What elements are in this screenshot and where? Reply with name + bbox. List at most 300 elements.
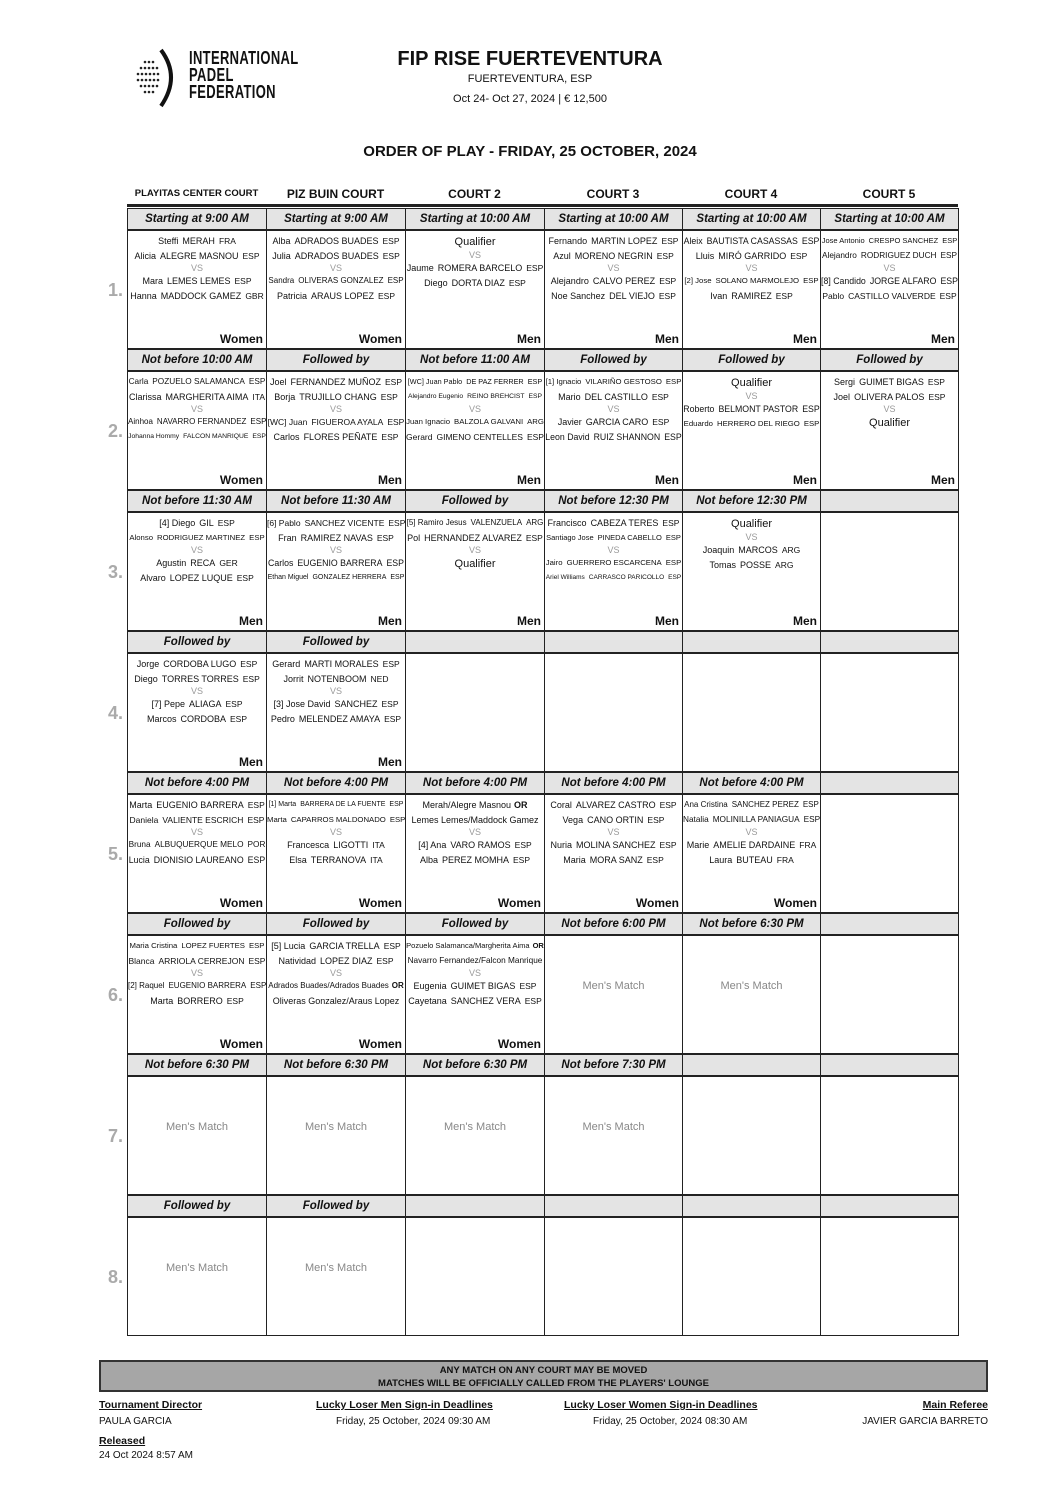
match-category: Men xyxy=(378,614,402,628)
match-cell[interactable] xyxy=(682,935,821,1054)
match-cell[interactable] xyxy=(266,653,406,772)
player-nationality: ESP xyxy=(528,392,543,400)
player-first-name: Julia xyxy=(272,250,291,261)
player-last-name: ALEGRE MASNOU xyxy=(159,250,239,261)
team-text: Adrados Buades/Adrados Buades xyxy=(268,981,389,990)
match-lines xyxy=(128,654,266,726)
team-text: Lemes Lemes/Maddock Gamez xyxy=(411,814,539,825)
player-line xyxy=(128,415,266,430)
player-first-name: Ariel Williams xyxy=(545,573,585,581)
player-line xyxy=(128,571,266,586)
player-nationality: ESP xyxy=(236,572,254,583)
team-text: Merah/Alegre Masnou xyxy=(422,800,512,810)
player-nationality: ESP xyxy=(652,417,670,427)
player-first-name: Carla xyxy=(128,377,149,386)
player-line xyxy=(128,274,266,289)
referee-label: Main Referee xyxy=(922,1399,988,1411)
player-line xyxy=(267,234,405,249)
match-category: Men xyxy=(655,614,679,628)
player-nationality: ESP xyxy=(389,801,404,808)
match-cell[interactable] xyxy=(405,653,545,772)
slot-time-header xyxy=(544,1195,683,1217)
player-line xyxy=(406,276,544,291)
logo-line: FEDERATION xyxy=(189,82,276,102)
player-first-name: Alonso xyxy=(129,532,154,542)
player-line xyxy=(545,375,682,390)
player-first-name: Gerard xyxy=(406,431,433,442)
player-line xyxy=(406,798,544,813)
header-divider xyxy=(127,204,958,207)
slot-time-header: Not before 10:00 AM xyxy=(127,349,267,371)
player-nationality: ITA xyxy=(370,854,383,865)
player-nationality: ESP xyxy=(248,377,266,386)
row-number: 3. xyxy=(107,562,123,582)
player-line xyxy=(545,415,682,430)
player-nationality: ESP xyxy=(658,290,676,301)
match-cell[interactable] xyxy=(266,230,406,349)
slot-time-header: Followed by xyxy=(682,349,821,371)
court-header-1: PLAYITAS CENTER COURT xyxy=(134,188,259,199)
match-lines xyxy=(267,795,405,867)
player-nationality: ITA xyxy=(252,391,265,402)
vs-label: VS xyxy=(745,391,758,401)
player-line xyxy=(267,415,405,430)
player-first-name: [2] Raquel xyxy=(128,981,165,990)
player-nationality: ESP xyxy=(661,236,679,246)
player-line xyxy=(821,234,958,249)
match-cell[interactable] xyxy=(682,794,821,913)
player-line xyxy=(406,261,544,276)
match-cell[interactable] xyxy=(405,1217,545,1336)
player-nationality: ESP xyxy=(803,418,820,428)
court-header-3: COURT 2 xyxy=(448,187,501,201)
player-nationality: ESP xyxy=(242,250,260,261)
player-last-name: GUIMET BIGAS xyxy=(859,377,924,387)
player-nationality: ESP xyxy=(250,417,266,426)
slot-time-header: Followed by xyxy=(127,1195,267,1217)
player-last-name: FALCON MANRIQUE xyxy=(183,432,249,440)
match-cell[interactable] xyxy=(820,371,959,490)
slot-time-header xyxy=(820,772,959,794)
player-line xyxy=(267,954,405,969)
player-first-name: Fernando xyxy=(548,236,588,246)
match-cell[interactable] xyxy=(820,653,959,772)
player-first-name: Jorge xyxy=(136,659,160,669)
match-lines xyxy=(683,795,820,867)
player-first-name: Ainhoa xyxy=(128,417,153,426)
court-header-2: PIZ BUIN COURT xyxy=(286,187,385,201)
match-cell[interactable] xyxy=(266,1217,406,1336)
player-first-name: Leon David xyxy=(545,431,590,442)
player-last-name: RAMIREZ xyxy=(731,290,772,301)
match-lines xyxy=(267,513,405,585)
director-label: Tournament Director xyxy=(99,1399,203,1411)
match-lines xyxy=(545,513,682,585)
player-last-name: CRESPO SANCHEZ xyxy=(868,236,939,245)
match-cell[interactable] xyxy=(544,935,683,1054)
player-line xyxy=(821,415,958,431)
player-first-name: Mara xyxy=(142,276,163,286)
match-cell[interactable] xyxy=(820,935,959,1054)
match-cell[interactable] xyxy=(266,794,406,913)
row-number: 6. xyxy=(107,985,123,1005)
match-cell[interactable] xyxy=(544,1076,683,1195)
player-last-name: MOLINILLA PANIAGUA xyxy=(712,814,800,824)
player-first-name: Natalia xyxy=(683,814,709,824)
match-lines xyxy=(128,231,266,303)
player-line xyxy=(267,531,405,546)
slot-time-header: Not before 12:30 PM xyxy=(544,490,683,512)
vs-label: VS xyxy=(607,827,620,837)
player-first-name: Agustin xyxy=(156,558,187,568)
match-cell[interactable] xyxy=(127,653,267,772)
match-cell[interactable] xyxy=(127,794,267,913)
match-cell[interactable] xyxy=(405,935,545,1054)
player-first-name: Bruna xyxy=(128,840,151,849)
court-header-5: COURT 4 xyxy=(724,187,778,201)
player-first-name: Diego xyxy=(134,673,158,684)
player-last-name: EUGENIO BARRERA xyxy=(156,800,244,810)
player-nationality: ESP xyxy=(513,854,531,865)
player-nationality: ESP xyxy=(247,800,265,810)
team-text: Qualifier xyxy=(869,417,910,429)
player-last-name: HERRERO DEL RIEGO xyxy=(716,418,800,428)
player-first-name: Eduardo xyxy=(683,418,713,428)
player-nationality: ESP xyxy=(801,236,820,246)
match-cell[interactable] xyxy=(682,1076,821,1195)
notice-line: ANY MATCH ON ANY COURT MAY BE MOVED xyxy=(439,1365,648,1376)
match-cell[interactable] xyxy=(405,230,545,349)
vs-label: VS xyxy=(745,827,758,837)
player-line xyxy=(406,375,544,390)
player-nationality: ESP xyxy=(942,236,958,245)
player-first-name: Borja xyxy=(274,391,296,402)
player-nationality: ESP xyxy=(376,532,394,543)
player-last-name: SANCHEZ VICENTE xyxy=(304,518,385,528)
team-text: Pozuelo Salamanca/Margherita Aima xyxy=(406,941,530,950)
match-cell[interactable] xyxy=(544,371,683,490)
match-cell[interactable] xyxy=(127,512,267,631)
player-first-name: Diego xyxy=(424,277,448,288)
match-cell[interactable] xyxy=(266,935,406,1054)
slot-time-header: Followed by xyxy=(266,1195,406,1217)
player-last-name: ARAUS LOPEZ xyxy=(310,290,375,301)
player-nationality: ESP xyxy=(790,250,808,261)
match-cell[interactable] xyxy=(266,1076,406,1195)
player-line xyxy=(267,516,405,531)
player-line xyxy=(128,798,266,813)
team-text: Qualifier xyxy=(454,558,496,570)
slot-time-header: Not before 4:00 PM xyxy=(405,772,545,794)
player-nationality: ARG xyxy=(781,545,801,555)
match-cell[interactable] xyxy=(682,1217,821,1336)
player-last-name: TRUJILLO CHANG xyxy=(299,391,377,402)
vs-label: VS xyxy=(190,686,203,696)
player-last-name: MIRÓ GARRIDO xyxy=(718,250,787,261)
player-last-name: NAVARRO FERNANDEZ xyxy=(156,417,247,426)
player-last-name: ALBUQUERQUE MELO xyxy=(154,840,244,849)
slot-time-header: Followed by xyxy=(544,349,683,371)
match-cell[interactable] xyxy=(544,653,683,772)
player-nationality: ARG xyxy=(775,559,794,570)
player-first-name: Vega xyxy=(562,814,584,825)
player-line xyxy=(267,994,405,1009)
player-first-name: [WC] Juan Pablo xyxy=(407,377,463,386)
match-cell[interactable] xyxy=(682,371,821,490)
vs-label: VS xyxy=(607,404,620,414)
player-last-name: CAPARROS MALDONADO xyxy=(290,814,386,824)
match-cell[interactable] xyxy=(405,512,545,631)
match-note: Men's Match xyxy=(720,980,783,992)
player-line xyxy=(545,430,682,445)
player-nationality: GER xyxy=(219,558,238,568)
player-line xyxy=(267,979,405,994)
match-cell[interactable] xyxy=(820,794,959,913)
player-nationality: ESP xyxy=(249,532,265,542)
player-line xyxy=(683,274,820,289)
player-first-name: Alicia xyxy=(134,250,156,261)
player-line xyxy=(683,249,820,264)
player-line xyxy=(128,516,266,531)
player-last-name: DEL CASTILLO xyxy=(584,391,648,402)
match-cell[interactable] xyxy=(127,371,267,490)
player-first-name: Johanna Hommy xyxy=(128,432,180,440)
player-first-name: [WC] Juan xyxy=(267,417,308,427)
row-number: 4. xyxy=(107,703,123,723)
match-lines xyxy=(267,231,405,303)
player-nationality: ESP xyxy=(242,673,260,684)
slot-time-header: Not before 4:00 PM xyxy=(127,772,267,794)
row-number: 8. xyxy=(107,1267,123,1287)
match-category: Men xyxy=(793,614,817,628)
player-first-name: Alejandro Eugenio xyxy=(407,392,464,400)
ll-women-label: Lucky Loser Women Sign-in Deadlines xyxy=(564,1399,758,1411)
player-last-name: ADRADOS BUADES xyxy=(294,250,379,261)
player-last-name: BARRERA DE LA FUENTE xyxy=(300,801,386,808)
match-cell[interactable] xyxy=(820,1076,959,1195)
slot-time-header xyxy=(405,631,545,653)
player-last-name: VARO RAMOS xyxy=(450,840,511,850)
player-last-name: POZUELO SALAMANCA xyxy=(152,377,245,386)
vs-label: VS xyxy=(468,827,481,837)
player-nationality: ESP xyxy=(659,840,677,850)
vs-label: VS xyxy=(468,968,481,978)
player-first-name: Roberto xyxy=(683,404,715,414)
match-cell[interactable] xyxy=(682,653,821,772)
player-first-name: Joel xyxy=(269,377,287,387)
slot-time-header xyxy=(820,490,959,512)
slot-time-header: Starting at 9:00 AM xyxy=(127,208,267,230)
or-label: OR xyxy=(532,941,544,950)
match-cell[interactable] xyxy=(544,230,683,349)
player-last-name: LOPEZ FUERTES xyxy=(181,941,245,950)
slot-time-header: Followed by xyxy=(820,349,959,371)
player-last-name: MARGHERITA AIMA xyxy=(165,391,249,402)
player-first-name: [1] Marta xyxy=(268,801,297,808)
match-cell[interactable] xyxy=(127,230,267,349)
player-line xyxy=(406,954,544,969)
match-cell[interactable] xyxy=(544,1217,683,1336)
vs-label: VS xyxy=(329,968,342,978)
player-last-name: DORTA DIAZ xyxy=(451,277,505,288)
match-note: Men's Match xyxy=(165,1121,228,1133)
player-line xyxy=(821,390,958,405)
player-nationality: ARG xyxy=(527,417,544,426)
match-cell[interactable] xyxy=(127,1217,267,1336)
match-lines xyxy=(821,231,958,303)
match-category: Men xyxy=(517,332,541,346)
player-last-name: MELENDEZ AMAYA xyxy=(298,713,381,724)
player-line xyxy=(545,289,682,304)
match-lines xyxy=(406,372,544,444)
slot-time-header: Not before 7:30 PM xyxy=(544,1054,683,1076)
player-line xyxy=(821,289,958,304)
player-line xyxy=(406,979,544,994)
vs-label: VS xyxy=(190,545,203,555)
player-line xyxy=(128,994,266,1009)
player-first-name: Pablo xyxy=(822,290,845,301)
match-cell[interactable] xyxy=(820,1217,959,1336)
vs-label: VS xyxy=(329,545,342,555)
player-line xyxy=(406,390,544,405)
player-nationality: ESP xyxy=(927,377,945,387)
row-number: 7. xyxy=(107,1126,123,1146)
match-category: Men xyxy=(517,614,541,628)
player-last-name: SANCHEZ PEREZ xyxy=(731,800,799,809)
match-lines xyxy=(821,372,958,431)
match-note: Men's Match xyxy=(443,1121,506,1133)
match-lines xyxy=(128,936,266,1008)
logo-line: PADEL xyxy=(189,65,234,85)
court-header-6: COURT 5 xyxy=(862,187,916,201)
player-nationality: ESP xyxy=(382,250,400,261)
player-nationality: ESP xyxy=(386,558,404,568)
player-first-name: Ethan Miguel xyxy=(267,573,309,581)
player-line xyxy=(545,556,682,571)
match-note: Men's Match xyxy=(582,1121,645,1133)
player-first-name: Patricia xyxy=(276,290,307,301)
player-first-name: Laura xyxy=(709,854,733,865)
player-first-name: Pedro xyxy=(270,713,295,724)
match-cell[interactable] xyxy=(405,794,545,913)
player-last-name: DIONISIO LAUREANO xyxy=(153,854,244,865)
player-nationality: FRA xyxy=(799,840,817,850)
player-line xyxy=(683,516,820,532)
player-nationality: ESP xyxy=(524,995,542,1006)
player-first-name: Fran xyxy=(278,532,297,543)
player-line xyxy=(406,994,544,1009)
player-line xyxy=(406,853,544,868)
player-last-name: SOLANO MARMOLEJO xyxy=(715,276,800,285)
player-last-name: LOPEZ DIAZ xyxy=(320,955,373,966)
slot-time-header xyxy=(544,631,683,653)
match-cell[interactable] xyxy=(127,935,267,1054)
player-nationality: ESP xyxy=(526,263,544,273)
player-last-name: MORA SANZ xyxy=(589,854,643,865)
player-line xyxy=(267,249,405,264)
slot-time-header: Starting at 10:00 AM xyxy=(405,208,545,230)
match-cell[interactable] xyxy=(544,512,683,631)
match-category: Men xyxy=(793,473,817,487)
player-last-name: AMELIE DARDAINE xyxy=(713,840,796,850)
match-category: Women xyxy=(358,332,402,346)
slot-time-header: Followed by xyxy=(266,913,406,935)
player-line xyxy=(545,249,682,264)
notice-line: MATCHES WILL BE OFFICIALLY CALLED FROM THE PLAYERS' LOUNGE xyxy=(378,1378,709,1389)
player-first-name: Javier xyxy=(557,417,582,427)
player-line xyxy=(406,430,544,445)
match-lines xyxy=(406,513,544,572)
slot-time-header: Followed by xyxy=(127,631,267,653)
player-first-name: Maria Cristina xyxy=(129,941,178,950)
player-last-name: LIGOTTI xyxy=(333,840,369,850)
match-lines xyxy=(267,654,405,726)
player-first-name: Francisco xyxy=(547,518,587,528)
player-first-name: Blanca xyxy=(128,955,155,966)
player-last-name: MADDOCK GAMEZ xyxy=(160,290,242,301)
match-cell[interactable] xyxy=(405,371,545,490)
player-nationality: ESP xyxy=(382,236,400,246)
slot-time-header: Not before 4:00 PM xyxy=(544,772,683,794)
player-last-name: GARCIA CARO xyxy=(585,417,649,427)
player-first-name: Marta xyxy=(267,814,287,824)
player-nationality: ESP xyxy=(230,713,248,724)
slot-time-header xyxy=(820,913,959,935)
match-cell[interactable] xyxy=(544,794,683,913)
match-cell[interactable] xyxy=(820,230,959,349)
match-cell[interactable] xyxy=(127,1076,267,1195)
player-last-name: GUIMET BIGAS xyxy=(450,981,516,991)
vs-label: VS xyxy=(468,404,481,414)
slot-time-header: Starting at 10:00 AM xyxy=(820,208,959,230)
match-note: Men's Match xyxy=(165,1262,228,1274)
player-last-name: ADRADOS BUADES xyxy=(294,236,379,246)
player-first-name: Gerard xyxy=(272,659,301,669)
player-nationality: ESP xyxy=(664,431,682,442)
player-nationality: ESP xyxy=(252,432,266,440)
match-cell[interactable] xyxy=(266,512,406,631)
match-cell[interactable] xyxy=(682,512,821,631)
player-line xyxy=(683,375,820,391)
match-category: Women xyxy=(773,896,817,910)
player-nationality: ESP xyxy=(389,814,405,824)
match-category: Men xyxy=(931,473,955,487)
match-cell[interactable] xyxy=(682,230,821,349)
match-cell[interactable] xyxy=(820,512,959,631)
player-first-name: Alejandro xyxy=(550,276,589,286)
released-label: Released xyxy=(99,1435,146,1447)
slot-time-header xyxy=(405,1195,545,1217)
match-cell[interactable] xyxy=(266,371,406,490)
match-cell[interactable] xyxy=(405,1076,545,1195)
tournament-title: FIP RISE FUERTEVENTURA xyxy=(397,48,663,70)
player-last-name: TORRES TORRES xyxy=(161,673,239,684)
player-last-name: VILARIÑO GESTOSO xyxy=(585,377,662,386)
player-last-name: BAUTISTA CASASSAS xyxy=(706,236,798,246)
match-category: Men xyxy=(793,332,817,346)
match-category: Women xyxy=(219,473,263,487)
player-nationality: ESP xyxy=(526,431,544,442)
player-first-name: Sergi xyxy=(834,377,856,387)
player-first-name: Maria xyxy=(563,854,586,865)
notice-banner xyxy=(99,1360,988,1392)
player-last-name: CORDOBA LUGO xyxy=(163,659,237,669)
player-line xyxy=(267,274,405,289)
slot-time-header: Followed by xyxy=(405,913,545,935)
player-last-name: SANCHEZ VERA xyxy=(450,995,521,1006)
vs-label: VS xyxy=(468,250,481,260)
player-last-name: RECA xyxy=(190,558,216,568)
